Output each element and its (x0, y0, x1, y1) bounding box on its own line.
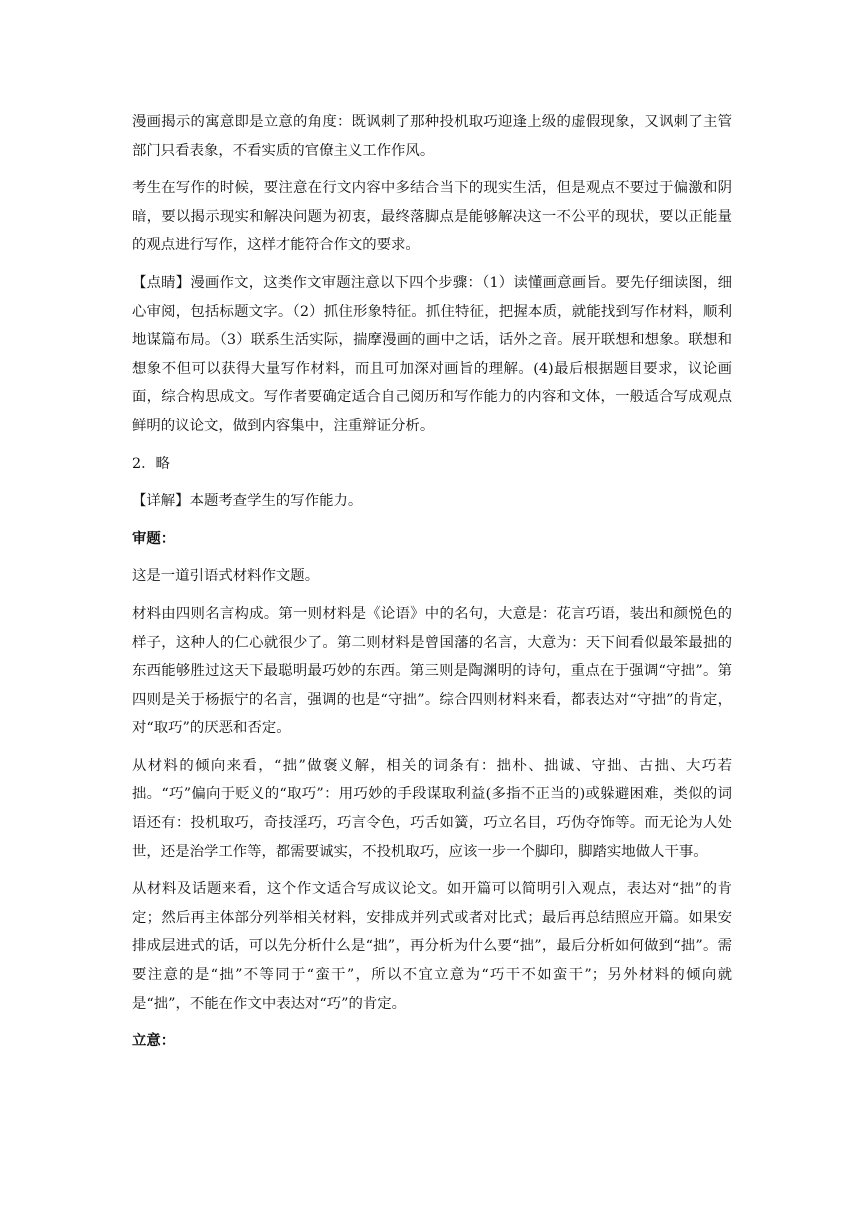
question-2-answer: 2．略 (132, 455, 170, 472)
heading-liyi: 立意： (132, 1032, 176, 1050)
paragraph-material-tendency: 从材料的倾向来看，“拙”做褒义解，相关的词条有：拙朴、拙诚、守拙、古拙、大巧若拙。“巧”偏向于贬义的“取巧”：用巧妙的手段谋取利益(多指不正当的)或躲避困难，类似的词语还有：投机取巧，奇技淫巧，巧言令色，巧舌如簧，巧立名目，巧伪夺饰等。而无论为人处世，还是治学工作等，都需要诚实，不投机取巧，应该一步一个脚印，脚踏实地做人干事。 (132, 757, 732, 860)
paragraph-writing-advice: 考生在写作的时候，要注意在行文内容中多结合当下的现实生活，但是观点不要过于偏激和阴暗，要以揭示现实和解决问题为初衷，最终落脚点是能够解决这一不公平的现状，要以正能量的观点进行写作，这样才能符合作文的要求。 (132, 180, 732, 254)
paragraph-cartoon-meaning: 漫画揭示的寓意即是立意的角度：既讽刺了那种投机取巧迎逢上级的虚假现象，又讽刺了主管部门只看表象，不看实质的官僚主义工作作风。 (132, 114, 732, 159)
paragraph-material-type: 这是一道引语式材料作文题。 (132, 568, 320, 585)
paragraph-xiangjie: 【详解】本题考查学生的写作能力。 (132, 493, 363, 510)
document-body (132, 108, 732, 1065)
paragraph-dianjing: 【点睛】漫画作文，这类作文审题注意以下四个步骤：（1）读懂画意画旨。要先仔细读图，细心审阅，包括标题文字。（2）抓住形象特征。抓住特征，把握本质，就能找到写作材料，顺利地谋篇布局。（3）联系生活实际，揣摩漫画的画中之话，话外之音。展开联想和想象。联想和想象不但可以获得大量写作材料，而且可加深对画旨的理解。(4)最后根据题目要求，议论画面，综合构思成文。写作者要确定适合自己阅历和写作能力的内容和文体，一般适合写成观点鲜明的议论文，做到内容集中，注重辩证分析。 (132, 274, 732, 434)
heading-shenti: 审题： (132, 529, 176, 547)
paragraph-material-analysis: 材料由四则名言构成。第一则材料是《论语》中的名句，大意是：花言巧语，装出和颜悦色的样子，这种人的仁心就很少了。第二则材料是曾国藩的名言，大意为：天下间看似最笨最拙的东西能够胜过这天下最聪明最巧妙的东西。第三则是陶渊明的诗句，重点在于强调“守拙”。第四则是关于杨振宁的名言，强调的也是“守拙”。综合四则材料来看，都表达对“守拙”的肯定，对“取巧”的厌恶和否定。 (132, 605, 732, 737)
paragraph-essay-structure: 从材料及话题来看，这个作文适合写成议论文。如开篇可以简明引入观点，表达对“拙”的肯定；然后再主体部分列举相关材料，安排成并列式或者对比式；最后再总结照应开篇。如果安排成层进式的话，可以先分析什么是“拙”，再分析为什么要“拙”，最后分析如何做到“拙”。需要注意的是“拙”不等同于“蛮干”，所以不宜立意为“巧干不如蛮干”；另外材料的倾向就是“拙”，不能在作文中表达对“巧”的肯定。 (132, 881, 732, 1012)
